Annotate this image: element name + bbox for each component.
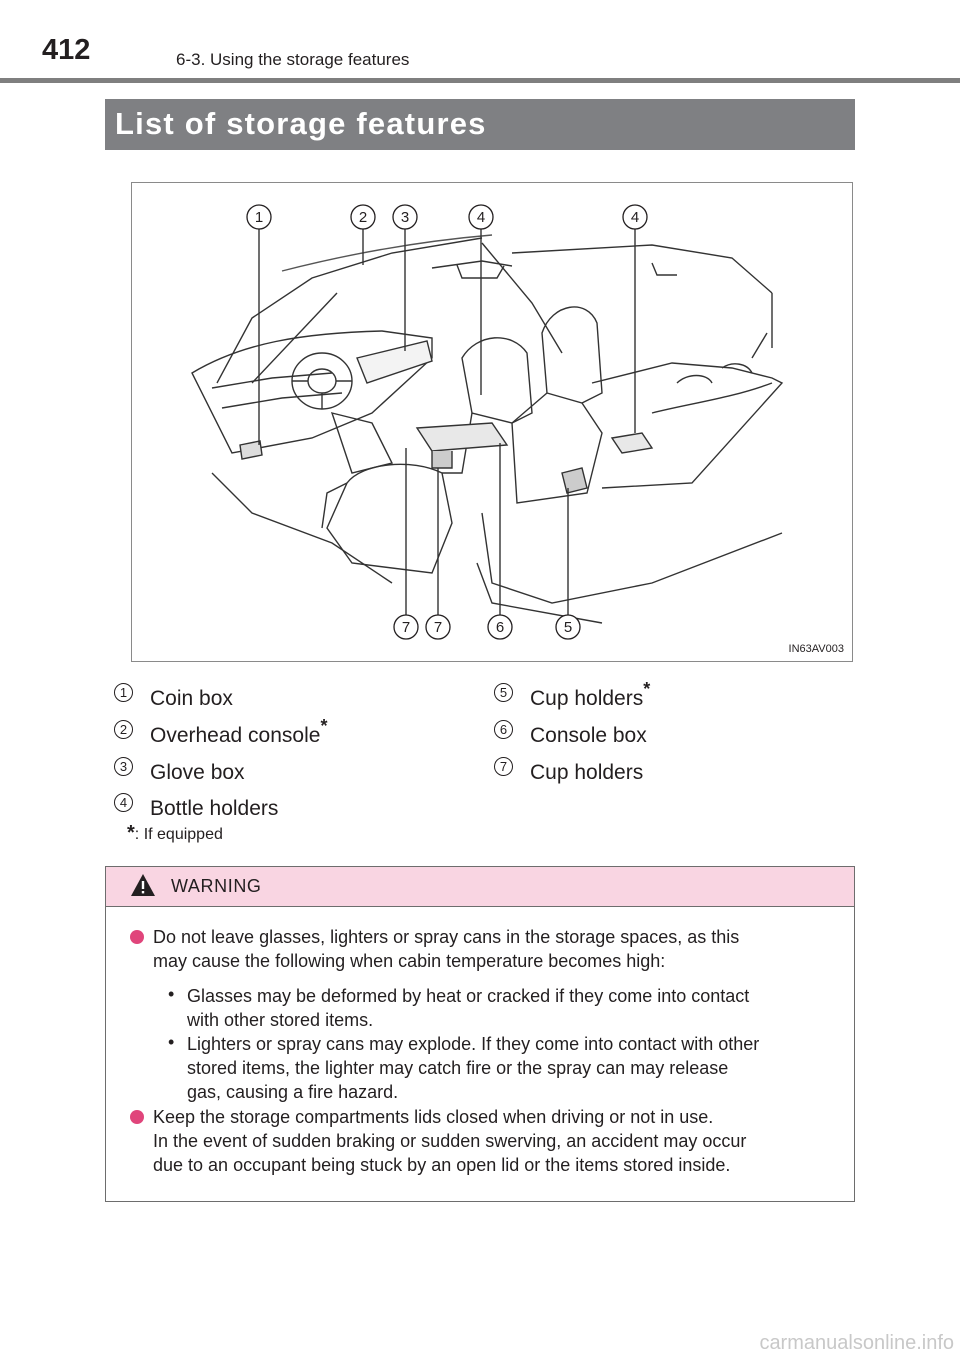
legend-number: 3 [114,757,133,776]
legend-label: Bottle holders [150,797,279,820]
legend-label: Glove box [150,761,245,784]
warning-subtext: Glasses may be deformed by heat or cracked if they come into contact [187,986,750,1006]
warning-text: due to an occupant being stuck by an open lid or the items stored inside. [153,1155,731,1175]
callout-label: 1 [254,209,264,226]
warning-triangle-icon [130,873,156,897]
legend-number: 7 [494,757,513,776]
warning-title: WARNING [171,876,262,896]
car-interior-illustration [132,183,852,661]
warning-header [106,867,854,907]
watermark: carmanualsonline.info [759,1332,954,1354]
legend-number: 4 [114,793,133,812]
warning-text: Do not leave glasses, lighters or spray cans in the storage spaces, as this [153,927,740,947]
page-number: 412 [42,34,91,66]
legend-number: 5 [494,683,513,702]
callout-label: 3 [400,209,410,226]
footnote-star: * [127,822,135,844]
legend-label: Overhead console* [150,716,328,747]
legend-number: 1 [114,683,133,702]
car-interior-figure [131,182,853,662]
warning-text: Keep the storage compartments lids closed when driving or not in use. [153,1107,714,1127]
legend-label: Coin box [150,687,233,710]
callout-label: 5 [563,619,573,636]
warning-subtext: stored items, the lighter may catch fire or the spray can may release [187,1058,729,1078]
callout-label: 2 [358,209,368,226]
figure-code: IN63AV003 [788,643,844,655]
warning-subtext: gas, causing a fire hazard. [187,1082,399,1102]
callout-label: 7 [433,619,443,636]
warning-box [105,866,855,1202]
callout-label: 7 [401,619,411,636]
warning-bullet-icon [130,930,144,944]
sub-bullet-dot: • [168,1032,175,1052]
callout-label: 4 [476,209,486,226]
warning-text: may cause the following when cabin temperature becomes high: [153,951,666,971]
heading-bar [105,99,855,150]
legend-number: 2 [114,720,133,739]
warning-subtext: with other stored items. [187,1010,374,1030]
legend-label: Console box [530,724,647,747]
footnote-text: : If equipped [134,826,223,843]
legend-number: 6 [494,720,513,739]
callout-label: 6 [495,619,505,636]
warning-subtext: Lighters or spray cans may explode. If they come into contact with other [187,1034,760,1054]
page-heading: List of storage features [115,106,487,141]
sub-bullet-dot: • [168,984,175,1004]
section-title: 6-3. Using the storage features [176,50,410,69]
warning-bullet-icon [130,1110,144,1124]
legend-label: Cup holders* [530,679,651,710]
header-rule [0,78,960,83]
callout-label: 4 [630,209,640,226]
warning-text: In the event of sudden braking or sudden swerving, an accident may occur [153,1131,747,1151]
footnote [127,822,223,845]
legend-label: Cup holders [530,761,644,784]
